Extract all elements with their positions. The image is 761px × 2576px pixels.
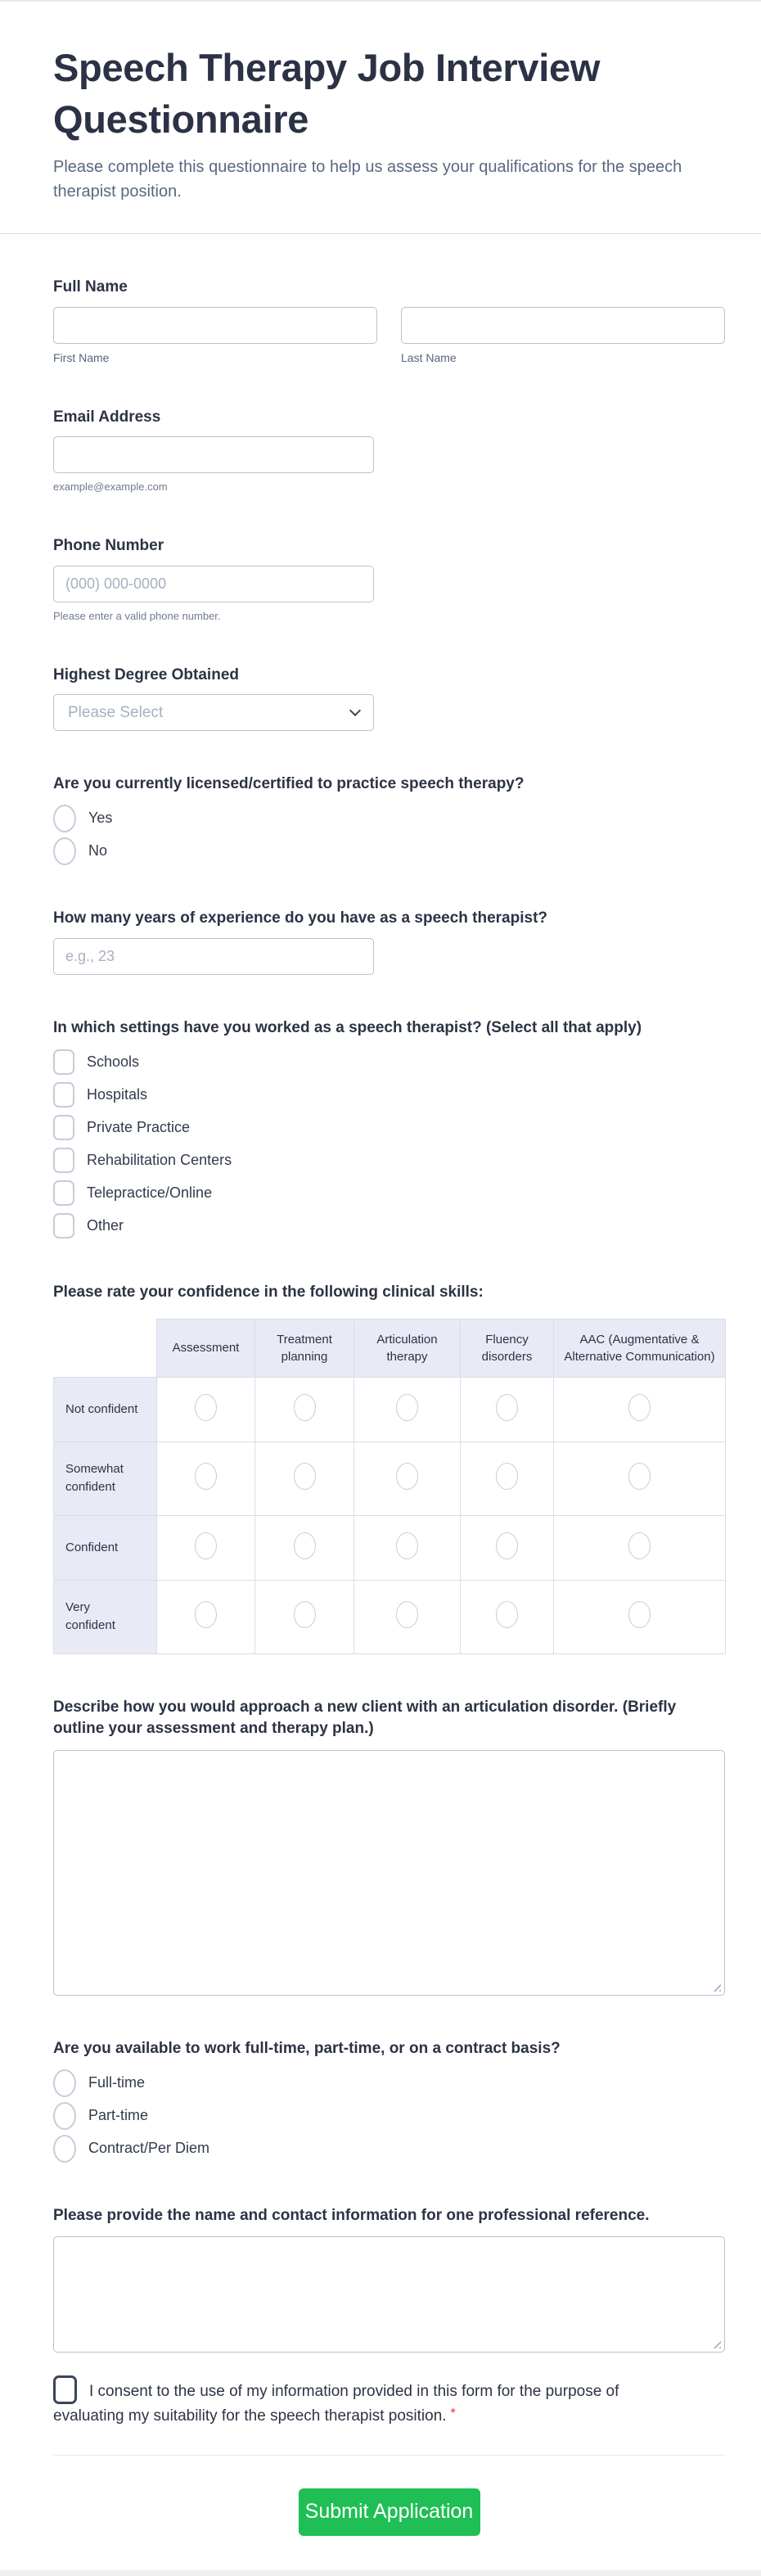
- degree-select-value: Please Select: [68, 703, 164, 721]
- form-description: Please complete this questionnaire to help us assess your qualifications for the speech therapist position.: [53, 158, 682, 201]
- matrix-col-header: AAC (Augmentative & Alternative Communication): [554, 1319, 726, 1377]
- option-label: Telepractice/Online: [87, 1184, 213, 1201]
- submit-button[interactable]: Submit Application: [299, 2488, 480, 2536]
- matrix-radio[interactable]: [496, 1394, 518, 1421]
- radio-icon[interactable]: [53, 805, 76, 832]
- matrix-radio[interactable]: [628, 1532, 651, 1559]
- question-email: [53, 407, 725, 494]
- availability-label: Are you available to work full-time, part-time, or on a contract basis?: [53, 2039, 561, 2057]
- question-degree: [53, 665, 725, 732]
- first-name-col: [53, 307, 377, 364]
- reference-textarea-wrap: [53, 2236, 725, 2353]
- required-asterisk: *: [450, 2407, 456, 2421]
- matrix-radio[interactable]: [496, 1463, 518, 1490]
- approach-textarea[interactable]: [54, 1751, 724, 1995]
- consent-row[interactable]: [53, 2375, 626, 2428]
- confidence-matrix-table: [53, 1319, 726, 1654]
- submit-area: [0, 2456, 761, 2570]
- matrix-corner-cell: [54, 1319, 157, 1377]
- option-label: Part-time: [88, 2107, 149, 2124]
- question-licensed: [53, 774, 725, 865]
- matrix-radio[interactable]: [294, 1463, 316, 1490]
- matrix-radio[interactable]: [396, 1532, 418, 1559]
- checkbox-icon[interactable]: [53, 1049, 74, 1075]
- option-label: Private Practice: [87, 1118, 191, 1135]
- form-body: [0, 234, 761, 2456]
- matrix-row-label: Not confident: [54, 1377, 157, 1441]
- option-label: Contract/Per Diem: [88, 2140, 210, 2157]
- matrix-radio[interactable]: [195, 1463, 217, 1490]
- matrix-radio[interactable]: [195, 1601, 217, 1628]
- checkbox-icon[interactable]: [53, 1082, 74, 1108]
- matrix-radio[interactable]: [195, 1532, 217, 1559]
- question-experience: [53, 908, 725, 975]
- checkbox-icon[interactable]: [53, 1213, 74, 1238]
- matrix-col-header: Articulation therapy: [354, 1319, 461, 1377]
- option-label: Yes: [88, 810, 113, 827]
- option-label: No: [88, 842, 108, 859]
- matrix-radio[interactable]: [496, 1532, 518, 1559]
- radio-icon[interactable]: [53, 2102, 76, 2130]
- availability-option-part-time[interactable]: [53, 2102, 725, 2130]
- licensed-option-yes[interactable]: [53, 805, 725, 832]
- matrix-radio[interactable]: [396, 1394, 418, 1421]
- licensed-options: [53, 805, 725, 865]
- option-label: Rehabilitation Centers: [87, 1151, 232, 1168]
- matrix-row-label: Somewhat confident: [54, 1441, 157, 1515]
- matrix-row-somewhat-confident: [54, 1441, 726, 1515]
- last-name-col: [401, 307, 725, 364]
- chevron-down-icon: [349, 705, 361, 716]
- first-name-input[interactable]: [53, 307, 377, 344]
- approach-textarea-wrap: [53, 1750, 725, 1996]
- question-availability: [53, 2038, 725, 2163]
- matrix-label: Please rate your confidence in the following clinical skills:: [53, 1283, 484, 1302]
- radio-icon[interactable]: [53, 837, 76, 865]
- full-name-row: [53, 307, 725, 364]
- checkbox-icon[interactable]: [53, 1180, 74, 1206]
- full-name-label: Full Name: [53, 278, 128, 295]
- matrix-radio[interactable]: [628, 1601, 651, 1628]
- option-label: Other: [87, 1216, 124, 1234]
- settings-options: [53, 1048, 725, 1239]
- settings-option-private-practice[interactable]: [53, 1113, 725, 1141]
- question-phone: [53, 535, 725, 622]
- question-full-name: [53, 277, 725, 364]
- matrix-row-very-confident: [54, 1580, 726, 1653]
- matrix-radio[interactable]: [496, 1601, 518, 1628]
- settings-option-telepractice-online[interactable]: [53, 1179, 725, 1207]
- matrix-col-header: Assessment: [157, 1319, 255, 1377]
- settings-option-rehabilitation-centers[interactable]: [53, 1146, 725, 1174]
- phone-label: Phone Number: [53, 537, 164, 555]
- settings-option-hospitals[interactable]: [53, 1080, 725, 1108]
- option-label: Schools: [87, 1053, 140, 1070]
- question-reference: [53, 2205, 725, 2353]
- matrix-radio[interactable]: [628, 1394, 651, 1421]
- email-hint: example@example.com: [53, 480, 168, 494]
- option-label: Full-time: [88, 2074, 146, 2091]
- last-name-sublabel: Last Name: [401, 350, 457, 364]
- availability-option-contract-per-diem[interactable]: [53, 2135, 725, 2163]
- experience-label: How many years of experience do you have as a speech therapist?: [53, 909, 548, 927]
- availability-option-full-time[interactable]: [53, 2069, 725, 2097]
- checkbox-icon[interactable]: [53, 1148, 74, 1173]
- matrix-col-header: Treatment planning: [255, 1319, 354, 1377]
- matrix-radio[interactable]: [396, 1463, 418, 1490]
- checkbox-icon[interactable]: [53, 1115, 74, 1140]
- email-input[interactable]: [53, 436, 374, 473]
- email-label: Email Address: [53, 408, 161, 426]
- degree-select[interactable]: [53, 694, 374, 731]
- matrix-radio[interactable]: [294, 1601, 316, 1628]
- option-label: Hospitals: [87, 1085, 148, 1103]
- matrix-radio[interactable]: [294, 1532, 316, 1559]
- matrix-header-row: [54, 1319, 726, 1377]
- licensed-label: Are you currently licensed/certified to practice speech therapy?: [53, 775, 525, 793]
- reference-label: Please provide the name and contact information for one professional reference.: [53, 2206, 650, 2224]
- matrix-col-header: Fluency disorders: [461, 1319, 554, 1377]
- degree-label: Highest Degree Obtained: [53, 665, 239, 683]
- settings-option-other[interactable]: [53, 1211, 725, 1239]
- settings-option-schools[interactable]: [53, 1048, 725, 1076]
- matrix-row-not-confident: [54, 1377, 726, 1441]
- reference-textarea[interactable]: [54, 2237, 724, 2352]
- question-approach: [53, 1697, 725, 1996]
- matrix-radio[interactable]: [195, 1394, 217, 1421]
- matrix-row-label: Very confident: [54, 1580, 157, 1653]
- matrix-radio[interactable]: [294, 1394, 316, 1421]
- question-confidence-matrix: [53, 1282, 725, 1654]
- matrix-radio[interactable]: [396, 1601, 418, 1628]
- matrix-row-confident: [54, 1515, 726, 1580]
- question-settings: [53, 1017, 725, 1240]
- form-header: [0, 2, 761, 233]
- settings-label: In which settings have you worked as a speech therapist? (Select all that apply): [53, 1018, 642, 1036]
- radio-icon[interactable]: [53, 2069, 76, 2097]
- experience-input[interactable]: [53, 938, 374, 975]
- consent-checkbox[interactable]: [53, 2375, 77, 2404]
- availability-options: [53, 2069, 725, 2163]
- approach-label: Describe how you would approach a new client with an articulation disorder. (Briefly outline your assessment and therapy plan.): [53, 1698, 677, 1738]
- form-title: Speech Therapy Job Interview Questionnaire: [53, 46, 601, 141]
- consent-label: I consent to the use of my information provided in this form for the purpose of evaluating my suitability for the speech therapist position.: [53, 2383, 619, 2425]
- phone-input[interactable]: [53, 566, 374, 602]
- last-name-input[interactable]: [401, 307, 725, 344]
- radio-icon[interactable]: [53, 2135, 76, 2163]
- matrix-radio[interactable]: [628, 1463, 651, 1490]
- matrix-row-label: Confident: [54, 1515, 157, 1580]
- licensed-option-no[interactable]: [53, 837, 725, 865]
- phone-hint: Please enter a valid phone number.: [53, 609, 221, 622]
- page-bottom-strip: [0, 2570, 761, 2576]
- first-name-sublabel: First Name: [53, 350, 110, 364]
